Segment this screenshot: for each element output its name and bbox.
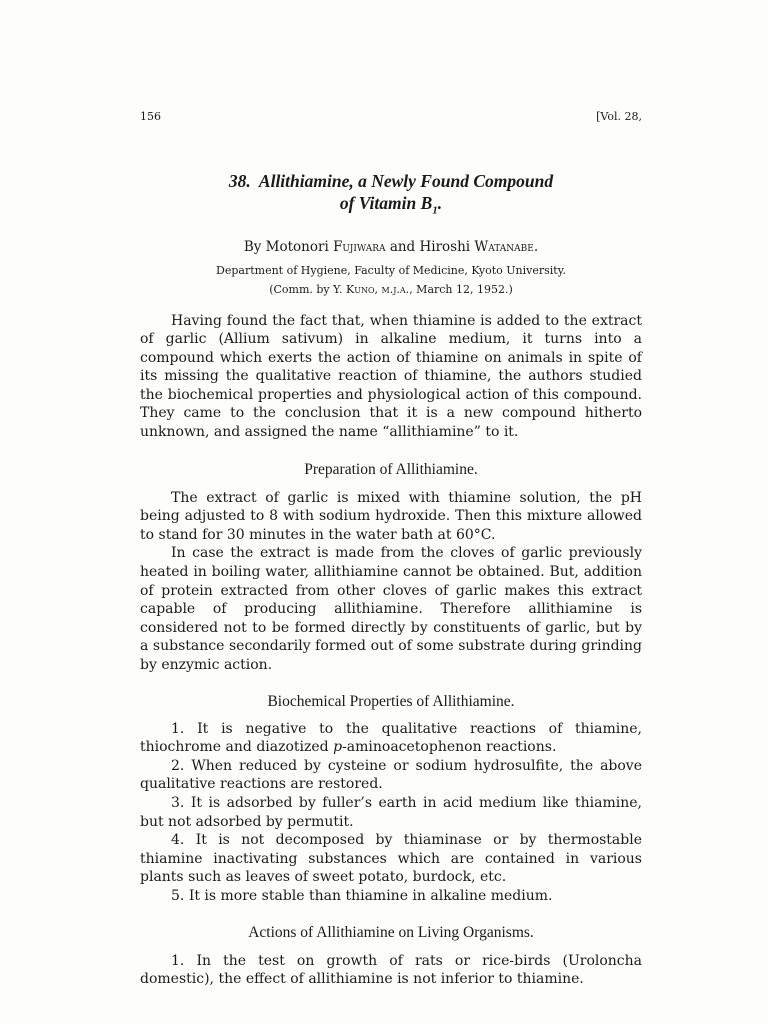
article-title	[140, 170, 642, 222]
title-text-1: Allithiamine, a Newly Found Compound	[258, 171, 554, 191]
biochemical-item-1: 1. It is negative to the qualitative reactions of thiamine, thiochrome and diazotized p-aminoacetophenon reactions.	[140, 720, 643, 756]
intro-paragraph: Having found the fact that, when thiamine is added to the extract of garlic (Allium sativum) in alkaline medium, it turns into a compound which exerts the action of thiamine on animals in spite of its missing the qualitative reaction of thiamine, the authors studied the biochemical properties and physiological action of this compound. They came to the conclusion that it is a new compound hitherto unknown, and assigned the name “allithiamine” to it.	[140, 312, 642, 441]
volume-label: [Vol. 28,	[596, 110, 642, 123]
actions-item-1: 1. In the test on growth of rats or rice-birds (Uroloncha domestic), the effect of allithiamine is not inferior to thiamine.	[140, 952, 643, 988]
preparation-paragraph-2: In case the extract is made from the cloves of garlic previously heated in boiling water, allithiamine cannot be obtained. But, addition of protein extracted from other cloves of garlic makes this extract capable of producing allithiamine. Therefore allithiamine is considered not to be formed directly by constituents of garlic, but by a substance secondarily formed out of some substrate during grinding by enzymic action.	[140, 545, 642, 673]
heading-biochemical: Biochemical Properties of Allithiamine.	[267, 692, 515, 710]
biochemical-item-4: 4. It is not decomposed by thiaminase or by thermostable thiamine inactivating substances which are contained in various plants such as leaves of sweet potato, burdock, etc.	[140, 832, 643, 886]
heading-actions: Actions of Allithiamine on Living Organisms.	[248, 923, 534, 941]
affiliation: Department of Hygiene, Faculty of Medicine, Kyoto University.	[216, 263, 566, 277]
biochemical-item-2: 2. When reduced by cysteine or sodium hydrosulfite, the above qualitative reactions are restored.	[140, 757, 643, 793]
preparation-paragraph-1: The extract of garlic is mixed with thiamine solution, the pH being adjusted to 8 with sodium hydroxide. Then this mixture allowed to stand for 30 minutes in the water bath at 60°C.	[140, 489, 642, 543]
article-number: 38.	[228, 171, 251, 191]
title-line-2: of Vitamin $B_1$.	[339, 193, 443, 217]
title-line-1	[140, 170, 642, 192]
biochemical-item-5: 5. It is more stable than thiamine in alkaline medium.	[171, 887, 553, 904]
communication-line: (Comm. by Y. Kuno, m.j.a., March 12, 1952.)	[269, 282, 513, 296]
author-1-surname: Fujiwara	[333, 238, 386, 255]
author-line: By Motonori Fujiwara and Hiroshi Watanabe.	[243, 238, 539, 255]
biochemical-item-3: 3. It is adsorbed by fuller’s earth in acid medium like thiamine, but not adsorbed by permutit.	[140, 794, 642, 830]
page-number: 156	[140, 110, 161, 123]
journal-page	[140, 110, 642, 989]
running-head	[140, 110, 642, 124]
author-2-surname: Watanabe.	[474, 238, 539, 255]
heading-preparation: Preparation of Allithiamine.	[304, 460, 478, 478]
